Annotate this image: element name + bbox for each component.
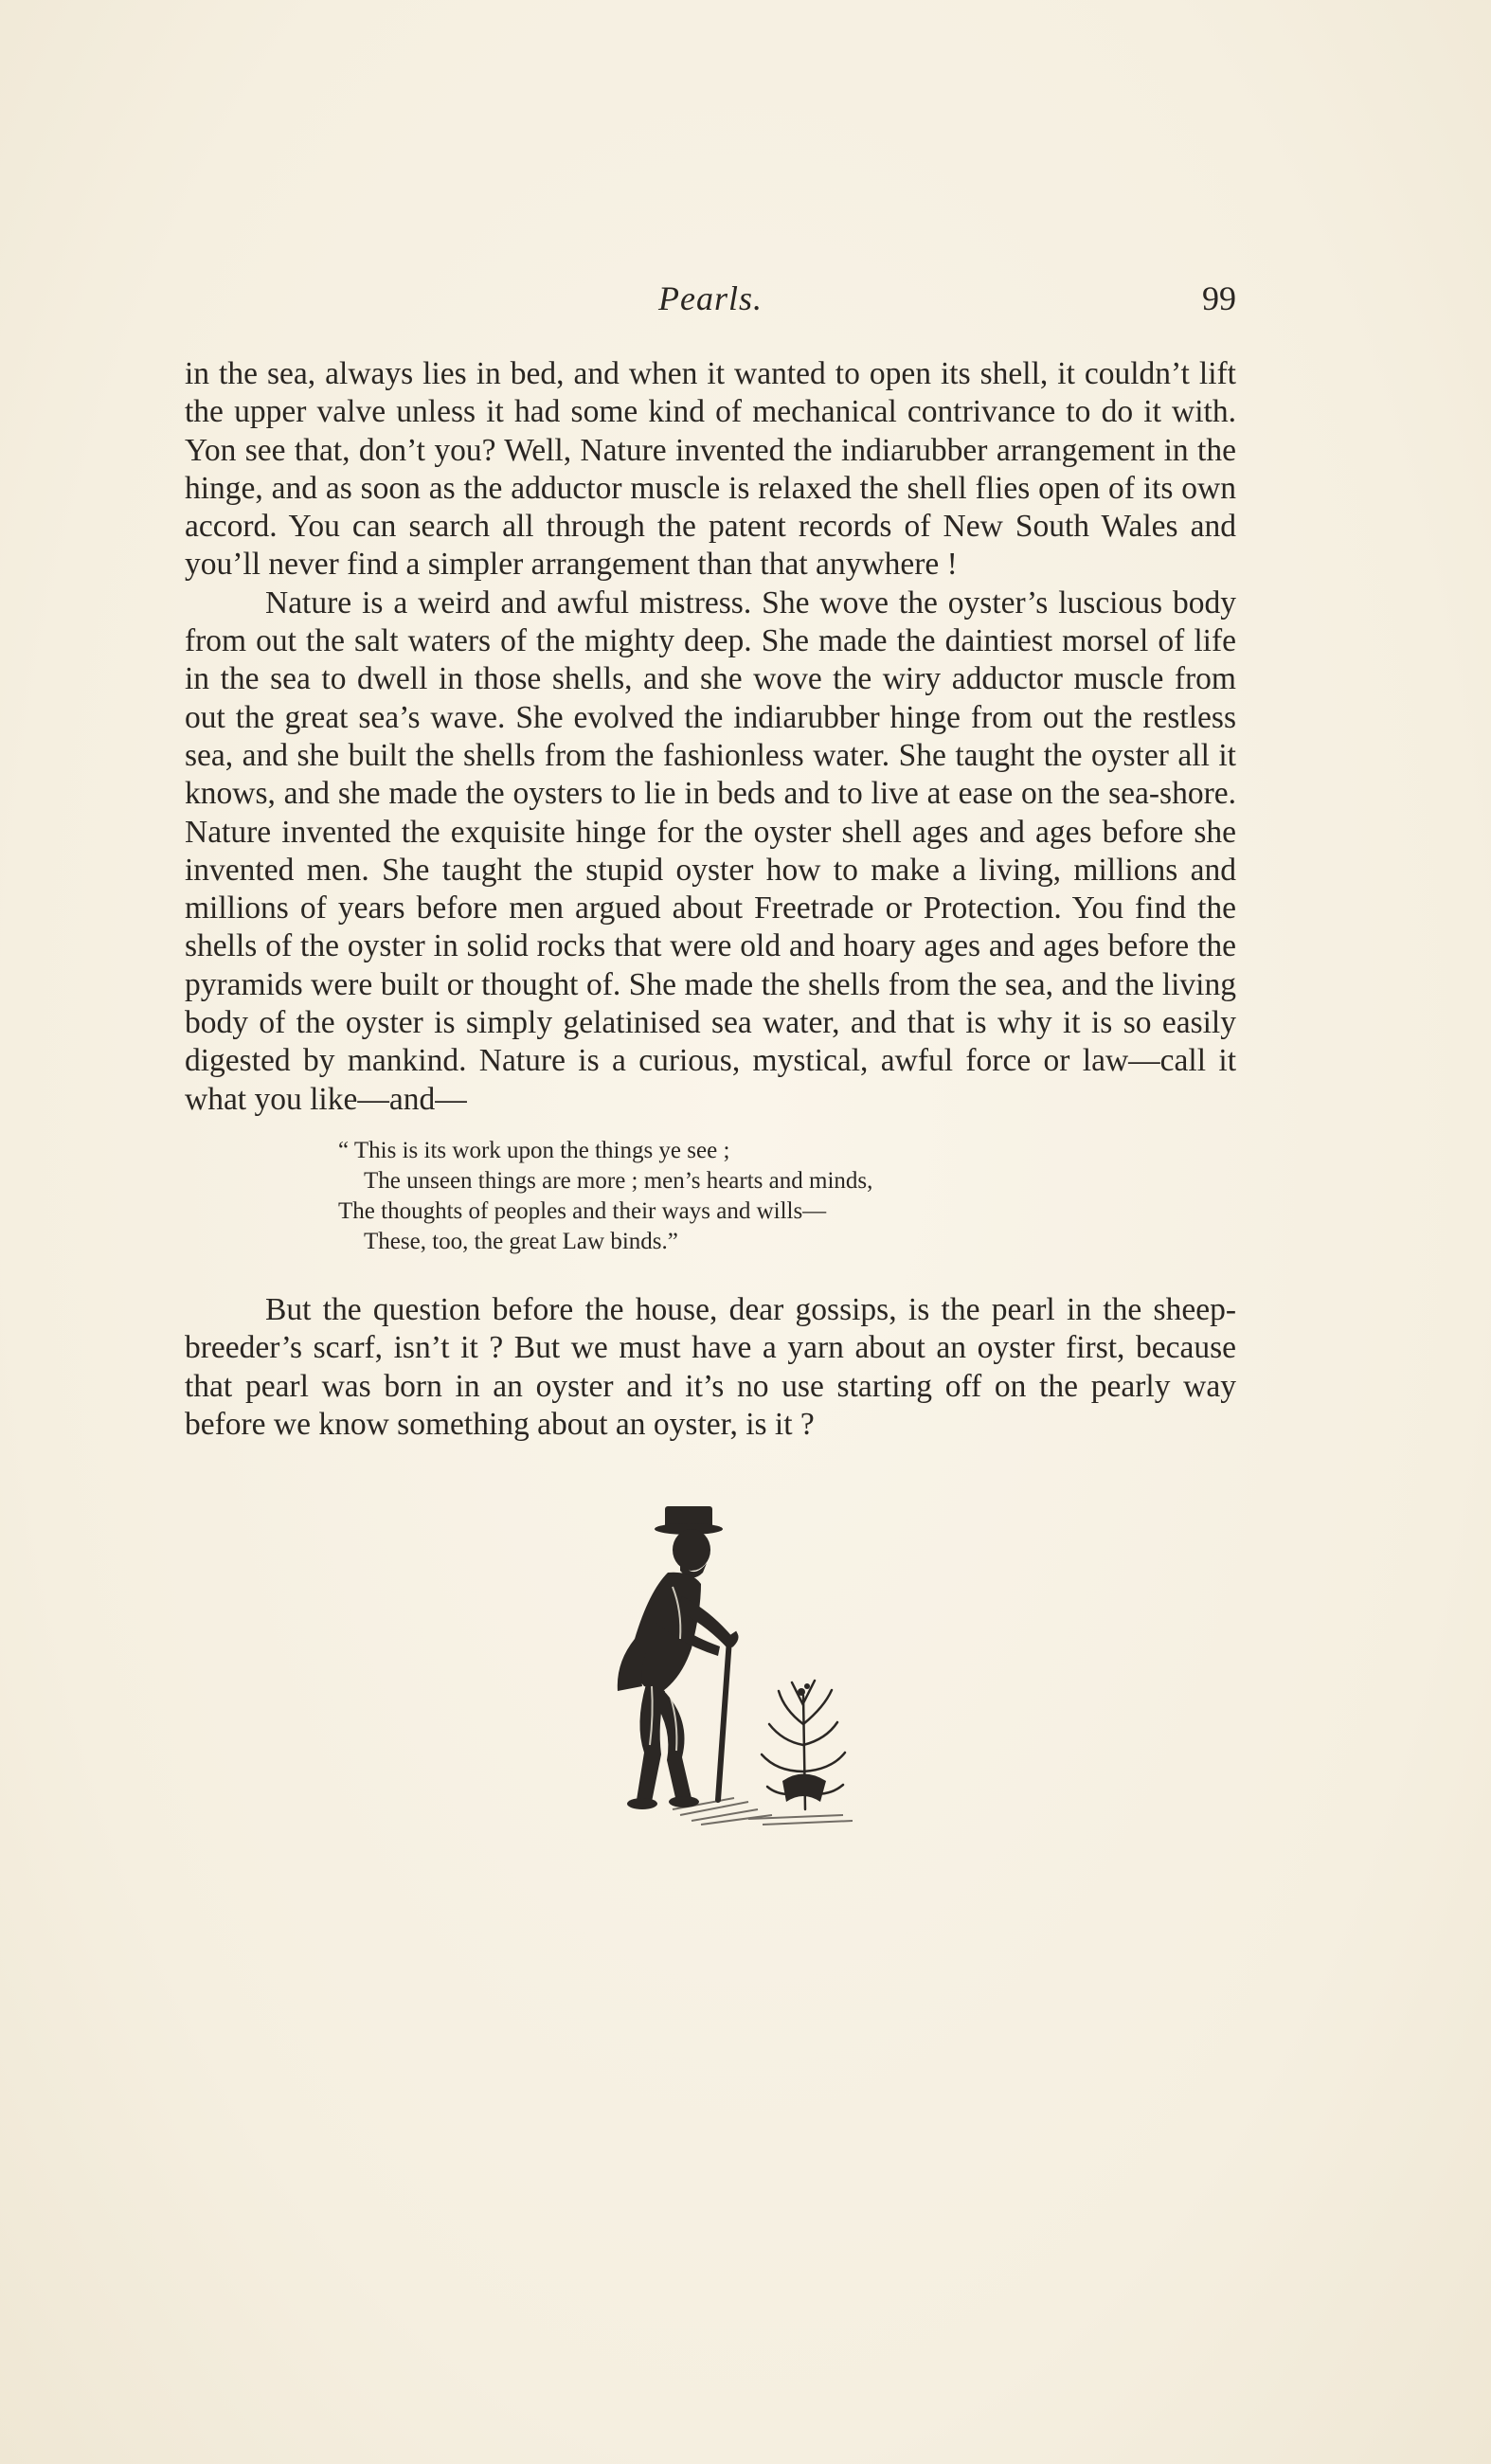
paragraph-pearl: But the question before the house, dear gossips, is the pearl in the sheep-breeder’s scarf, isn’t it ? But we must have a yarn about an oyster first, because that pearl was born in an oyster and it’s no use starting off on the pearly way before we know something about an oyster, is it ? [185,1291,1236,1442]
page-number: 99 [1202,279,1236,317]
verse-line: The unseen things are more ; men’s hearts and minds, [364,1167,873,1194]
verse-line: These, too, the great Law binds.” [364,1228,678,1254]
tailpiece-illustration [559,1497,881,1857]
page-header [185,275,1236,332]
body-text [185,355,1236,1444]
paragraph-continued: in the sea, always lies in bed, and when it wanted to open its shell, it couldn’t lift the upper valve unless it had some kind of mechanical contrivance to do it with. Yon see that, don’t you? Well, Nature invented the indiarubber arrangement in the hinge, and as soon as the adductor muscle is relaxed the shell flies open of its own accord. You can search all through the patent records of New South Wales and you’ll never find a simpler arrangement than that anywhere ! [185,356,1236,583]
verse-line: “ This is its work upon the things ye see ; [338,1137,730,1163]
paragraph-nature: Nature is a weird and awful mistress. She wove the oyster’s luscious body from out the salt waters of the mighty deep. She made the daintiest morsel of life in the sea to dwell in those shells, and she wove the wiry adductor muscle from out the great sea’s wave. She evolved the indiarubber hinge from out the restless sea, and she built the shells from the fashionless water. She taught the oyster all it knows, and she made the oysters to lie in beds and to live at ease on the sea-shore. Nature invented the exquisite hinge for the oyster shell ages and ages before she invented men. She taught the stupid oyster how to make a living, millions and millions of years before men argued about Freetrade or Protection. You find the shells of the oyster in solid rocks that were old and hoary ages and ages before the pyramids were built or thought of. She made the shells from the sea, and the living body of the oyster is simply gelatinised sea water, and that is why it is so easily digested by mankind. Nature is a curious, mystical, awful force or law—call it what you like—and— [185,585,1236,1117]
verse-quotation [185,1136,1236,1257]
running-title: Pearls. [658,279,763,317]
verse-line: The thoughts of peoples and their ways and wills— [338,1197,827,1224]
